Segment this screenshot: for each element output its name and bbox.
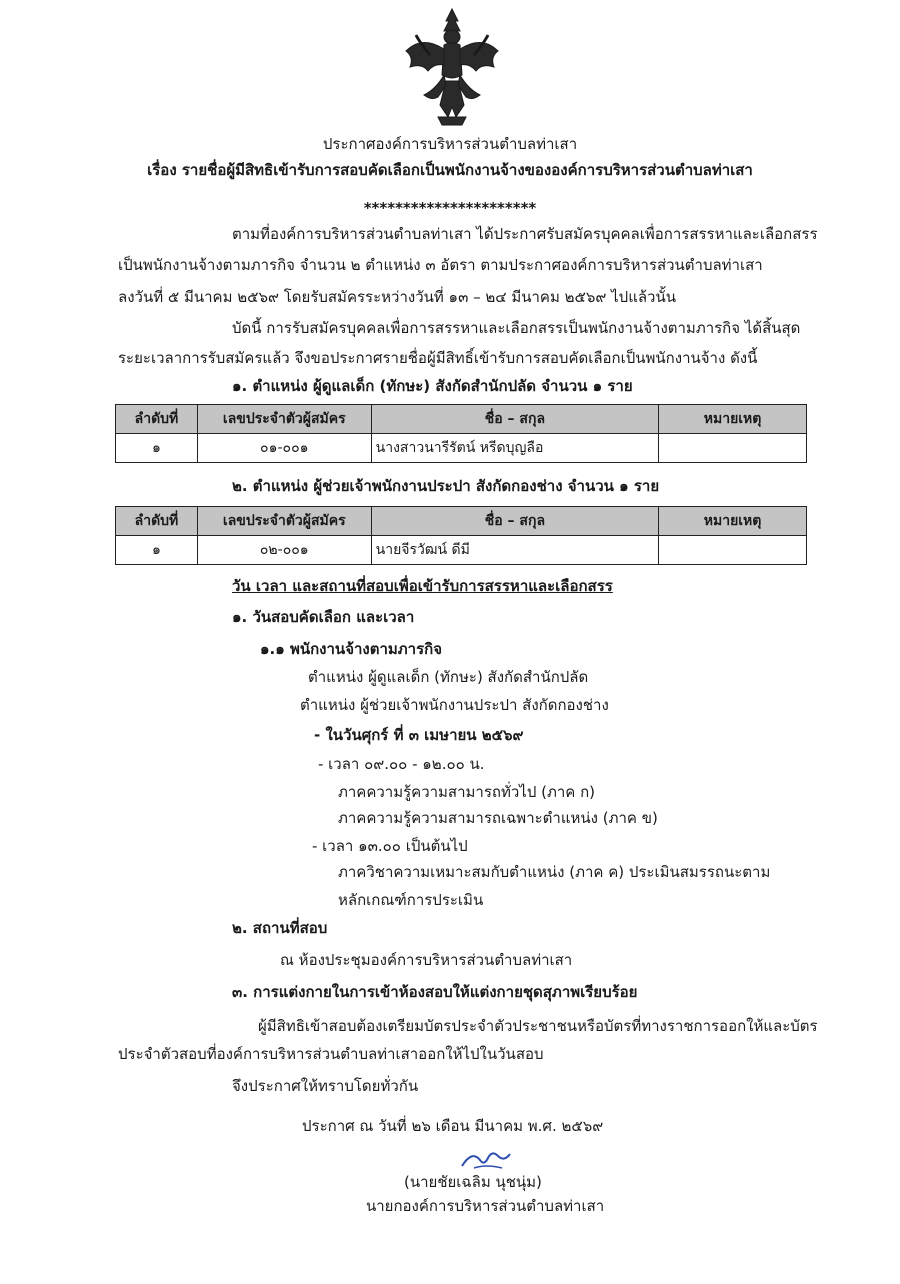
signature-mark — [458, 1146, 514, 1174]
col-order: ลำดับที่ — [116, 405, 198, 434]
announce-date: ประกาศ ณ วันที่ ๒๖ เดือน มีนาคม พ.ศ. ๒๕๖๙ — [302, 1117, 604, 1135]
table-row — [116, 434, 807, 463]
col-applicant-id: เลขประจำตัวผู้สมัคร — [197, 507, 371, 536]
intro-p2-line2: ระยะเวลาการรับสมัครแล้ว จึงขอประกาศรายชื่อผู้มีสิทธิ์เข้ารับการสอบคัดเลือกเป็นพนักงานจ้าง ดังนี้ — [118, 349, 758, 367]
cell-remark — [659, 536, 807, 565]
exam-section-1-1: ๑.๑ พนักงานจ้างตามภารกิจ — [260, 640, 443, 658]
position-1-table — [115, 404, 807, 463]
intro-p1-line3: ลงวันที่ ๕ มีนาคม ๒๕๖๙ โดยรับสมัครระหว่างวันที่ ๑๓ – ๒๔ มีนาคม ๒๕๖๙ ไปแล้วนั้น — [118, 288, 676, 306]
cell-applicant-id: ๐๑-๐๐๑ — [197, 434, 371, 463]
exam-part-c-line1: ภาควิชาความเหมาะสมกับตำแหน่ง (ภาค ค) ประเมินสมรรถนะตาม — [338, 863, 771, 881]
exam-section-2: ๒. สถานที่สอบ — [232, 919, 328, 937]
col-name: ชื่อ – สกุล — [371, 507, 658, 536]
stars-divider: ********************** — [363, 199, 537, 217]
announcement-subject: เรื่อง รายชื่อผู้มีสิทธิเข้ารับการสอบคัดเลือกเป็นพนักงานจ้างขององค์การบริหารส่วนตำบลท่าเสา — [147, 161, 753, 179]
exam-section-3-line2: ประจำตัวสอบที่องค์การบริหารส่วนตำบลท่าเสาออกให้ไปในวันสอบ — [118, 1045, 544, 1063]
cell-order: ๑ — [116, 536, 198, 565]
table-row — [116, 536, 807, 565]
exam-time-morning: - เวลา ๐๙.๐๐ - ๑๒.๐๐ น. — [318, 755, 485, 773]
exam-venue: ณ ห้องประชุมองค์การบริหารส่วนตำบลท่าเสา — [280, 951, 573, 969]
garuda-emblem — [400, 5, 504, 127]
exam-part-c-line2: หลักเกณฑ์การประเมิน — [338, 891, 484, 909]
cell-name: นางสาวนารีรัตน์ หรีดบุญลือ — [371, 434, 659, 463]
exam-time-afternoon: - เวลา ๑๓.๐๐ เป็นต้นไป — [312, 837, 468, 855]
exam-part-a: ภาคความรู้ความสามารถทั่วไป (ภาค ก) — [338, 783, 596, 801]
announcement-title: ประกาศองค์การบริหารส่วนตำบลท่าเสา — [322, 135, 578, 153]
position-1-heading: ๑. ตำแหน่ง ผู้ดูแลเด็ก (ทักษะ) สังกัดสำนักปลัด จำนวน ๑ ราย — [232, 377, 633, 395]
intro-p1-line1: ตามที่องค์การบริหารส่วนตำบลท่าเสา ได้ประกาศรับสมัครบุคคลเพื่อการสรรหาและเลือกสรร — [232, 225, 818, 243]
cell-order: ๑ — [116, 434, 198, 463]
announce-line: จึงประกาศให้ทราบโดยทั่วกัน — [232, 1077, 419, 1095]
exam-section-3-line1: ผู้มีสิทธิเข้าสอบต้องเตรียมบัตรประจำตัวประชาชนหรือบัตรที่ทางราชการออกให้และบัตร — [258, 1017, 818, 1035]
cell-remark — [659, 434, 807, 463]
position-2-heading: ๒. ตำแหน่ง ผู้ช่วยเจ้าพนักงานประปา สังกัดกองช่าง จำนวน ๑ ราย — [232, 477, 660, 495]
intro-p2-line1: บัดนี้ การรับสมัครบุคคลเพื่อการสรรหาและเลือกสรรเป็นพนักงานจ้างตามภารกิจ ได้สิ้นสุด — [232, 319, 801, 337]
signer-name: (นายชัยเฉลิม นุชนุ่ม) — [404, 1173, 542, 1191]
exam-section-1: ๑. วันสอบคัดเลือก และเวลา — [232, 608, 415, 626]
col-order: ลำดับที่ — [116, 507, 198, 536]
exam-position-1: ตำแหน่ง ผู้ดูแลเด็ก (ทักษะ) สังกัดสำนักปลัด — [308, 668, 589, 686]
col-applicant-id: เลขประจำตัวผู้สมัคร — [197, 405, 371, 434]
exam-date: - ในวันศุกร์ ที่ ๓ เมษายน ๒๕๖๙ — [314, 726, 524, 744]
exam-position-2: ตำแหน่ง ผู้ช่วยเจ้าพนักงานประปา สังกัดกองช่าง — [300, 696, 609, 714]
intro-p1-line2: เป็นพนักงานจ้างตามภารกิจ จำนวน ๒ ตำแหน่ง ๓ อัตรา ตามประกาศองค์การบริหารส่วนตำบลท่าเสา — [118, 256, 763, 274]
table-header-row — [116, 405, 807, 434]
exam-part-b: ภาคความรู้ความสามารถเฉพาะตำแหน่ง (ภาค ข) — [338, 809, 658, 827]
col-name: ชื่อ – สกุล — [371, 405, 659, 434]
col-remark: หมายเหตุ — [659, 405, 807, 434]
col-remark: หมายเหตุ — [659, 507, 807, 536]
signer-title: นายกองค์การบริหารส่วนตำบลท่าเสา — [366, 1197, 605, 1215]
exam-section-3: ๓. การแต่งกายในการเข้าห้องสอบให้แต่งกายชุดสุภาพเรียบร้อย — [232, 983, 638, 1001]
cell-name: นายจีรวัฒน์ ดีมี — [371, 536, 658, 565]
table-header-row — [116, 507, 807, 536]
exam-heading: วัน เวลา และสถานที่สอบเพื่อเข้ารับการสรรหาและเลือกสรร — [232, 577, 613, 595]
cell-applicant-id: ๐๒-๐๐๑ — [197, 536, 371, 565]
position-2-table — [115, 506, 807, 565]
